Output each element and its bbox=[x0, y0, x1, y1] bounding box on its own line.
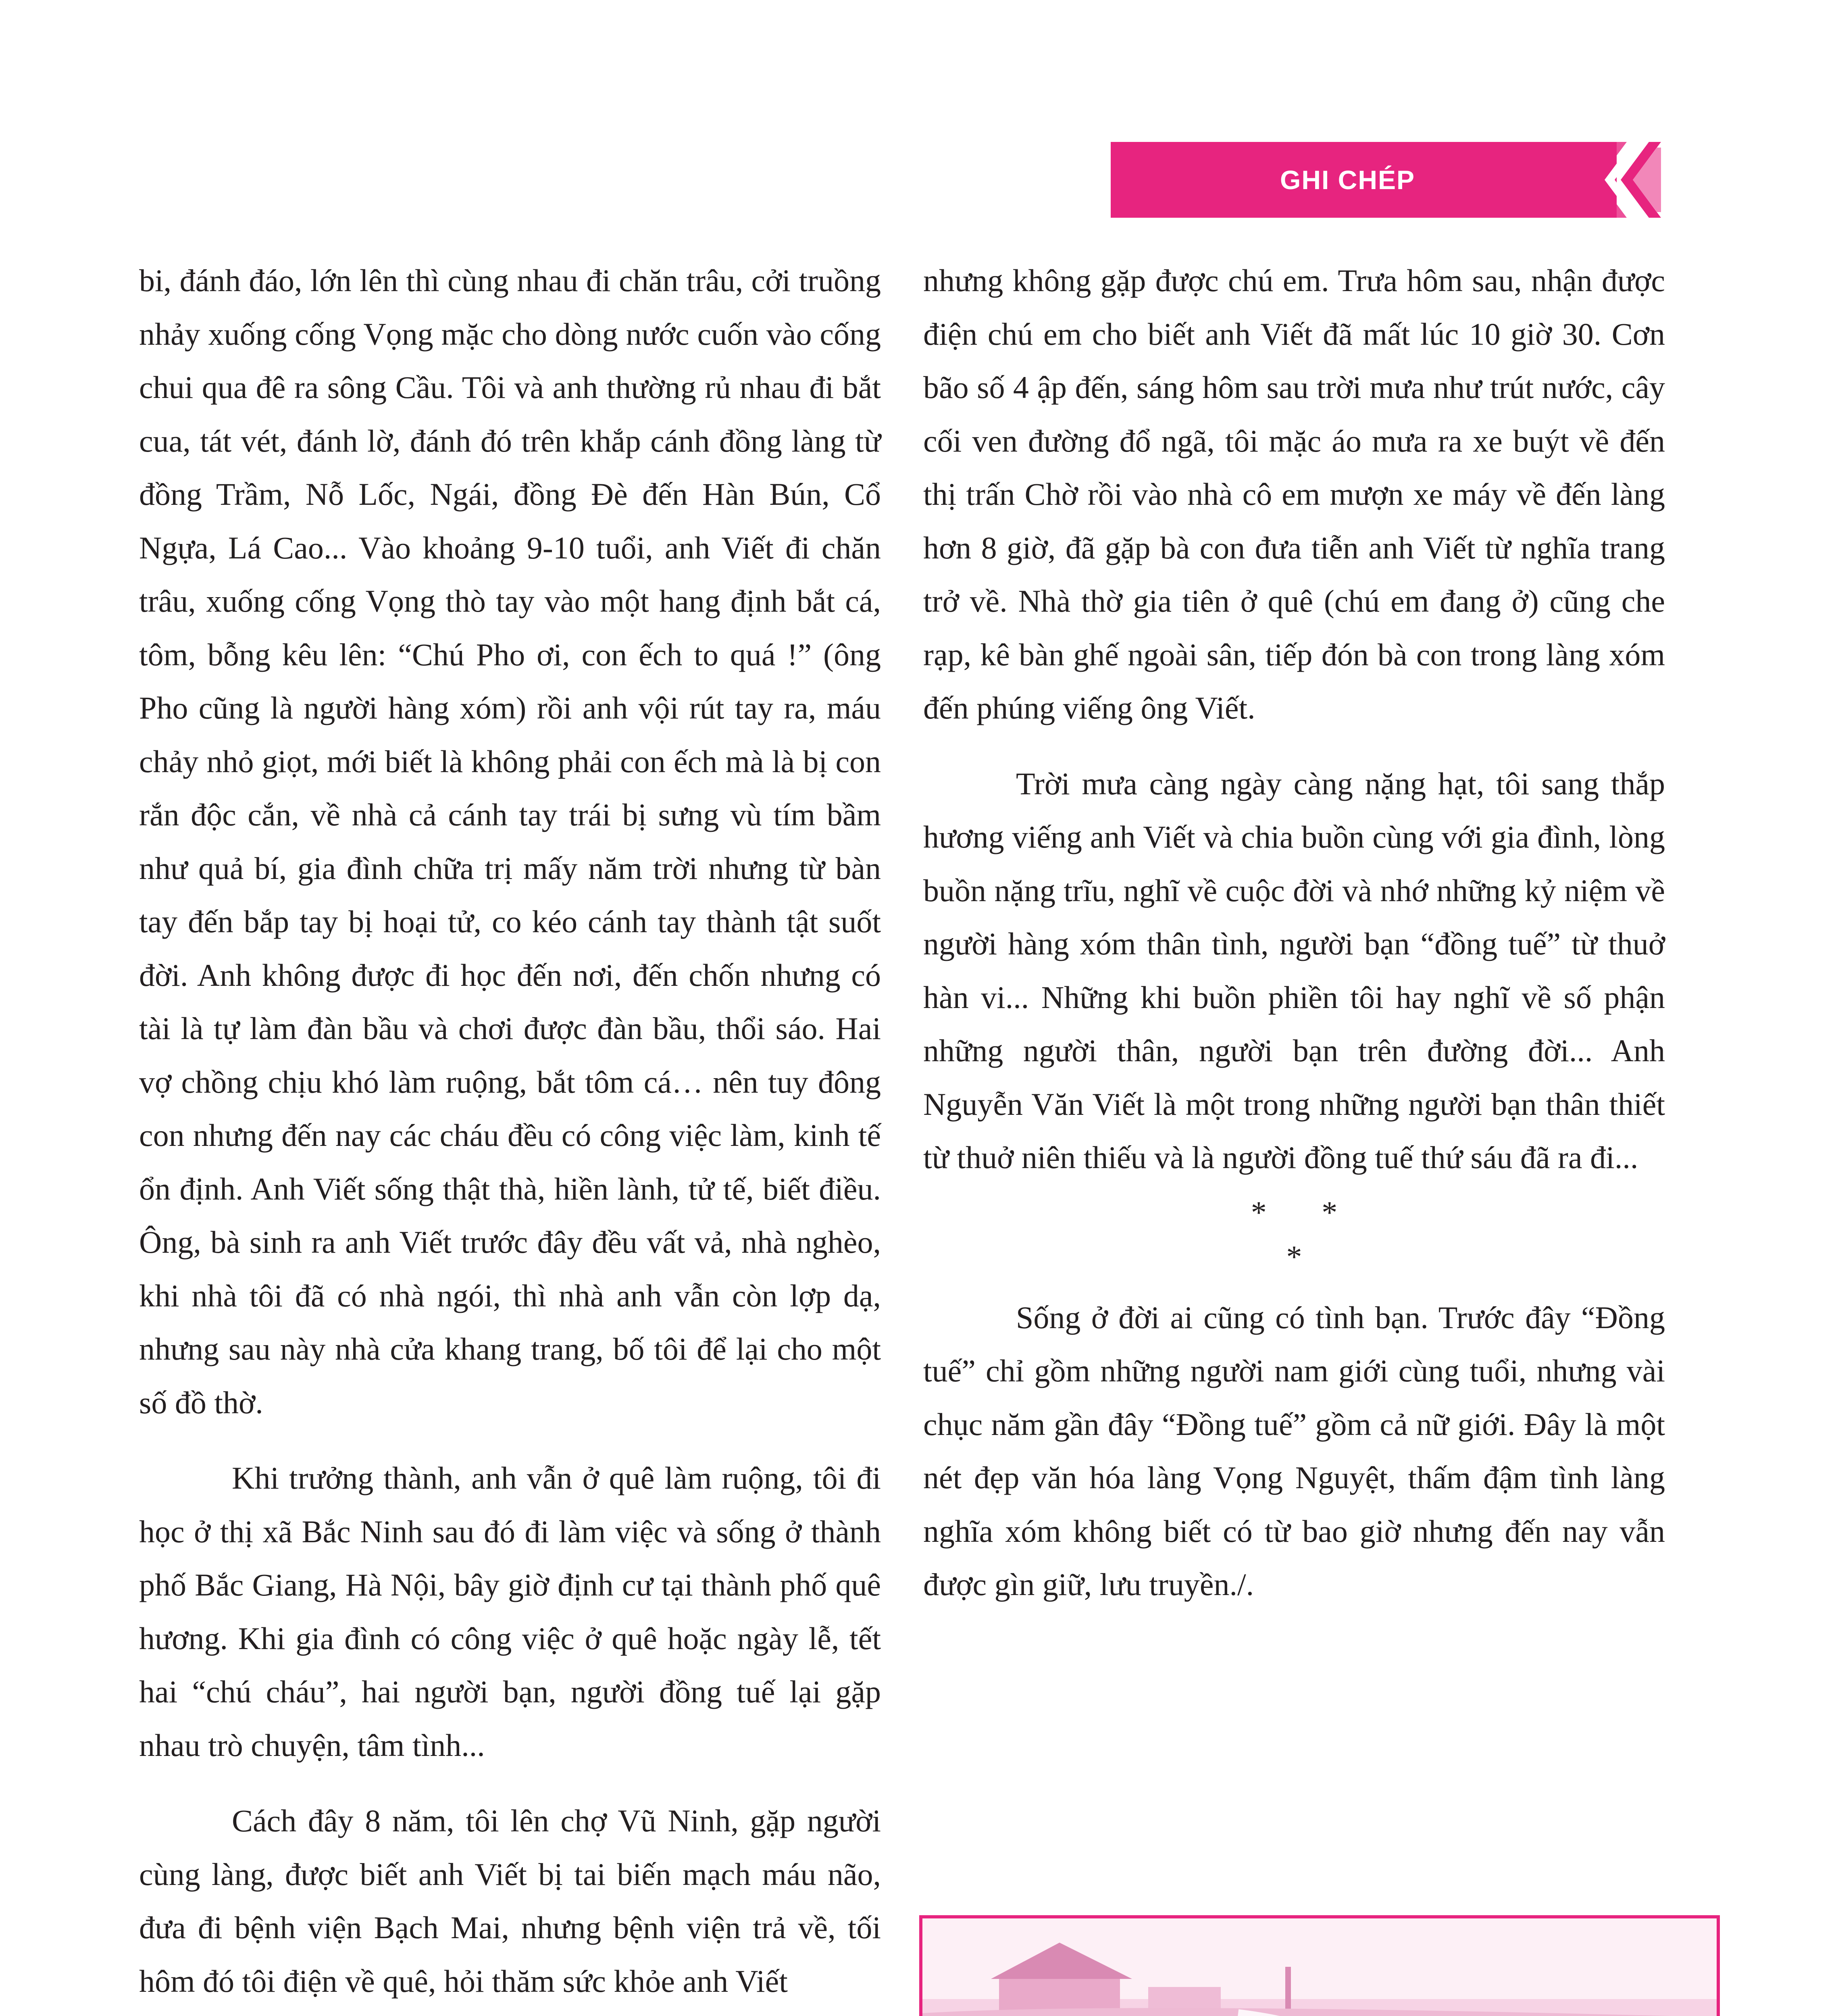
divider-stars-top: * * bbox=[1251, 1194, 1338, 1230]
photo-illustration bbox=[922, 1918, 1717, 2016]
section-tag bbox=[1111, 142, 1617, 218]
paragraph: Trời mưa càng ngày càng nặng hạt, tôi sang thắp hương viếng anh Viết và chia buồn cùng với gia đình, lòng buồn nặng trĩu, nghĩ về cuộc đời và nhớ những kỷ niệm về người hàng xóm thân tình, người bạn “đồng tuế” từ thuở hàn vi... Những khi buồn phiền tôi hay nghĩ về số phận những người thân, người bạn trên đường đời... Anh Nguyễn Văn Viết là một trong những người bạn thân thiết từ thuở niên thiếu và là người đồng tuế thứ sáu đã ra đi... bbox=[923, 766, 1665, 1175]
paragraph: Cách đây 8 năm, tôi lên chợ Vũ Ninh, gặp người cùng làng, được biết anh Viết bị tai biến mạch máu não, đưa đi bệnh viện Bạch Mai, nhưng bệnh viện trả về, tối hôm đó tôi điện về quê, hỏi thăm sức khỏe anh Viết bbox=[139, 1803, 881, 1999]
paragraph: nhưng không gặp được chú em. Trưa hôm sau, nhận được điện chú em cho biết anh Viết đã mất lúc 10 giờ 30. Cơn bão số 4 ập đến, sáng hôm sau trời mưa như trút nước, cây cối ven đường đổ ngã, tôi mặc áo mưa ra xe buýt về đến thị trấn Chờ rồi vào nhà cô em mượn xe máy về đến làng hơn 8 giờ, đã gặp bà con đưa tiễn anh Viết từ nghĩa trang trở về. Nhà thờ gia tiên ở quê (chú em đang ở) cũng che rạp, kê bàn ghế ngoài sân, tiếp đón bà con trong làng xóm đến phúng viếng ông Viết. bbox=[923, 263, 1665, 725]
section-label: GHI CHÉP bbox=[1280, 165, 1415, 195]
divider-stars-bottom: * bbox=[1286, 1239, 1302, 1274]
field-path-photo bbox=[919, 1915, 1720, 2016]
paragraph: bi, đánh đáo, lớn lên thì cùng nhau đi chăn trâu, cởi truồng nhảy xuống cống Vọng mặc cho dòng nước cuốn vào cống chui qua đê ra sông Cầu. Tôi và anh thường rủ nhau đi bắt cua, tát vét, đánh lờ, đánh đó trên khắp cánh đồng làng từ đồng Trầm, Nỗ Lốc, Ngái, đồng Đè đến Hàn Bún, Cổ Ngựa, Lá Cao... Vào khoảng 9-10 tuổi, anh Viết đi chăn trâu, xuống cống Vọng thò tay vào một hang định bắt cá, tôm, bỗng kêu lên: “Chú Pho ơi, con ếch to quá !” (ông Pho cũng là người hàng xóm) rồi anh vội rút tay ra, máu chảy nhỏ giọt, mới biết là không phải con ếch mà là bị con rắn độc cắn, về nhà cả cánh tay trái bị sưng vù tím bầm như quả bí, gia đình chữa trị mấy năm trời nhưng từ bàn tay đến bắp tay bị hoại tử, co kéo cánh tay thành tật suốt đời. Anh không được đi học đến nơi, đến chốn nhưng có tài là tự làm đàn bầu và chơi được đàn bầu, thổi sáo. Hai vợ chồng chịu khó làm ruộng, bắt tôm cá… nên tuy đông con nhưng đến nay các cháu đều có công việc làm, kinh tế ổn định. Anh Viết sống thật thà, hiền lành, tử tế, biết điều. Ông, bà sinh ra anh Viết trước đây đều vất vả, nhà nghèo, khi nhà tôi đã có nhà ngói, thì nhà anh vẫn còn lợp dạ, nhưng sau này nhà cửa khang trang, bố tôi để lại cho một số đồ thờ. bbox=[139, 263, 881, 1420]
left-column bbox=[139, 254, 881, 2008]
section-divider bbox=[923, 1190, 1665, 1279]
paragraph: Khi trưởng thành, anh vẫn ở quê làm ruộng, tôi đi học ở thị xã Bắc Ninh sau đó đi làm việc và sống ở thành phố Bắc Giang, Hà Nội, bây giờ định cư tại thành phố quê hương. Khi gia đình có công việc ở quê hoặc ngày lễ, tết hai “chú cháu”, hai người bạn, người đồng tuế lại gặp nhau trò chuyện, tâm tình... bbox=[139, 1460, 881, 1763]
paragraph: Sống ở đời ai cũng có tình bạn. Trước đây “Đồng tuế” chỉ gồm những người nam giới cùng tuổi, nhưng vài chục năm gần đây “Đồng tuế” gồm cả nữ giới. Đây là một nét đẹp văn hóa làng Vọng Nguyệt, thấm đậm tình làng nghĩa xóm không biết có từ bao giờ nhưng đến nay vẫn được gìn giữ, lưu truyền./. bbox=[923, 1300, 1665, 1602]
chevron-arrows-icon bbox=[1572, 142, 1661, 218]
right-column bbox=[923, 254, 1665, 1612]
